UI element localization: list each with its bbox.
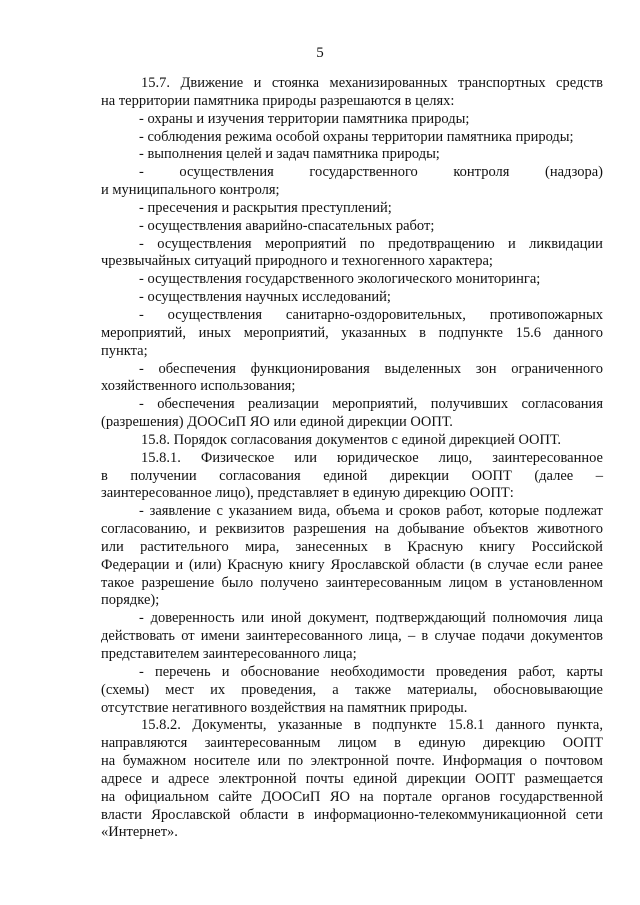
word: лицо,	[438, 449, 473, 466]
word: действовать	[101, 628, 176, 645]
word: Документы,	[192, 717, 267, 734]
word: мира,	[245, 538, 280, 555]
word: сроков	[399, 503, 441, 520]
text-line: - охраны и изучения территории памятника природы;	[139, 110, 470, 127]
text-line	[101, 664, 603, 682]
word: подтверждающий	[375, 610, 486, 627]
word: обеспечения	[157, 396, 235, 413]
text-line: - осуществления государственного экологического мониторинга;	[139, 271, 541, 288]
text-line	[101, 503, 603, 521]
word: органов	[441, 788, 491, 805]
text-line	[101, 628, 603, 646]
text-line	[101, 771, 603, 789]
word: сайте	[218, 788, 252, 805]
word: реквизитов	[215, 521, 285, 538]
word: получено	[260, 574, 319, 591]
word: в	[297, 806, 305, 823]
text-line: - осуществления научных исследований;	[139, 289, 391, 306]
word: а	[332, 681, 339, 698]
word: почтовом	[544, 753, 603, 770]
word: или	[294, 449, 318, 466]
word: было	[221, 574, 254, 591]
word: работ,	[446, 503, 484, 520]
text-line: - пресечения и раскрытия преступлений;	[139, 199, 392, 216]
word: данного	[553, 324, 603, 341]
word: указанных	[341, 324, 407, 341]
text-line: - выполнения целей и задач памятника природы;	[139, 146, 440, 163]
word: получивших	[430, 396, 509, 413]
word: ООПТ	[471, 467, 512, 484]
text-line	[101, 575, 603, 593]
word: подпункте	[372, 717, 437, 734]
text-line	[101, 468, 603, 486]
word: в	[101, 467, 108, 484]
word: случае	[487, 556, 529, 573]
word: юридическое	[337, 449, 419, 466]
word: проведения,	[241, 681, 317, 698]
word: носителе	[193, 753, 250, 770]
word: механизированных	[329, 75, 448, 91]
word: на	[101, 788, 116, 805]
word: согласования	[219, 467, 301, 484]
word: единой	[353, 770, 398, 787]
word: в	[394, 735, 401, 752]
text-line	[101, 789, 603, 807]
word: контроля	[453, 164, 510, 181]
word: 15.6	[515, 324, 541, 341]
word: предотвращению	[388, 235, 495, 252]
text-line	[101, 521, 603, 539]
word: выделенных	[384, 360, 462, 377]
word: -	[139, 396, 144, 413]
word: ранее	[568, 556, 603, 573]
word: обоснование	[240, 663, 320, 680]
word: (или)	[189, 556, 222, 573]
word: заинтересованным	[325, 574, 442, 591]
word: ДООСиП	[261, 788, 321, 805]
word: заявление	[149, 503, 211, 520]
word: государственного	[309, 164, 418, 181]
text-line: - осуществления аварийно-спасательных работ;	[139, 217, 435, 234]
word: санитарно-оздоровительных,	[285, 306, 466, 323]
word: адресе	[168, 770, 210, 787]
word: единой	[323, 467, 368, 484]
word: транспортных	[458, 75, 546, 91]
word: вида,	[298, 503, 331, 520]
text-line	[101, 236, 603, 254]
word: -	[139, 360, 144, 377]
word: в	[495, 574, 502, 591]
text-line: представителем заинтересованного лица;	[101, 646, 357, 662]
word: материалы,	[407, 681, 478, 698]
word: и	[253, 75, 262, 91]
word: функционирования	[250, 360, 370, 377]
word: адресе	[101, 770, 142, 787]
word: размещается	[524, 770, 603, 787]
word: с	[216, 503, 223, 520]
word: -	[139, 503, 144, 520]
word: –	[595, 467, 603, 484]
word: получении	[130, 467, 197, 484]
word: по	[288, 753, 304, 770]
word: или	[257, 753, 281, 770]
word: в	[353, 717, 361, 734]
text-line	[101, 753, 603, 771]
word: ООПТ	[474, 770, 516, 787]
word: 15.7.	[141, 75, 170, 91]
word: объектов	[473, 521, 529, 538]
word: пункта,	[556, 717, 603, 734]
text-line	[101, 75, 603, 93]
text-line	[101, 807, 603, 825]
text-line	[101, 396, 603, 414]
word: такое	[101, 574, 135, 591]
word: реализации	[248, 396, 319, 413]
word: занесенных	[295, 538, 368, 555]
word: осуществления	[167, 306, 263, 323]
word: направляются	[101, 735, 188, 752]
word: Физическое	[200, 449, 275, 466]
text-line: 15.8. Порядок согласования документов с единой дирекцией ООПТ.	[141, 431, 561, 448]
word: указанием	[228, 503, 293, 520]
word: растительного	[140, 538, 229, 555]
word: единую	[418, 735, 466, 752]
word: подачи	[481, 628, 525, 645]
word: -	[139, 164, 144, 181]
word: мероприятий	[264, 235, 347, 252]
word: мероприятий,	[101, 324, 187, 341]
word: полномочия	[492, 610, 568, 627]
word: Информация	[442, 753, 523, 770]
word: официальном	[124, 788, 209, 805]
word: осуществления	[179, 164, 274, 181]
word: -	[139, 235, 144, 252]
word: согласованию,	[101, 521, 191, 538]
word: лицом	[448, 574, 488, 591]
word: которые	[488, 503, 540, 520]
word: заинтересованным	[204, 735, 321, 752]
word: если	[534, 556, 563, 573]
word: Красную	[227, 556, 283, 573]
word: данного	[495, 717, 546, 734]
word: зон	[475, 360, 497, 377]
word: разрешение	[141, 574, 215, 591]
word: установленном	[509, 574, 603, 591]
text-line: чрезвычайных ситуаций природного и техногенного характера;	[101, 253, 493, 270]
text-line	[101, 164, 603, 182]
word: ООПТ	[562, 735, 603, 752]
word: лица	[573, 610, 603, 627]
text-line	[101, 557, 603, 575]
word: -	[139, 306, 144, 323]
word: электронной	[310, 753, 389, 770]
word: иных	[198, 324, 232, 341]
word: заинтересованное	[492, 449, 603, 466]
word: -	[139, 610, 144, 627]
word: о	[529, 753, 538, 770]
text-line: на территории памятника природы разрешаются в целях:	[101, 92, 455, 109]
word: государственной	[499, 788, 603, 805]
word: работ,	[518, 663, 556, 680]
word: портале	[383, 788, 432, 805]
word: животного	[537, 521, 603, 538]
word: области	[239, 806, 289, 823]
word: согласования	[521, 396, 603, 413]
word: ограниченного	[511, 360, 603, 377]
word: (далее	[534, 467, 574, 484]
text-line: заинтересованное лицо), представляет в единую дирекцию ООПТ:	[101, 485, 514, 502]
word: карты	[566, 663, 603, 680]
word: Российской	[531, 538, 603, 555]
word: (схемы)	[101, 681, 150, 698]
word: на	[374, 521, 390, 538]
word: имени	[200, 628, 240, 645]
page-number: 5	[316, 45, 324, 61]
word: дирекцию	[483, 735, 546, 752]
word: на	[101, 753, 116, 770]
word: обеспечения	[158, 360, 236, 377]
word: мероприятий,	[332, 396, 418, 413]
word: их	[210, 681, 226, 698]
word: и	[199, 521, 207, 538]
word: указанные	[278, 717, 343, 734]
word: области	[415, 556, 465, 573]
word: на	[359, 788, 374, 805]
word: случае	[434, 628, 476, 645]
word: мест	[165, 681, 195, 698]
word: (надзора)	[544, 164, 603, 181]
word: иной	[270, 610, 302, 627]
text-line	[101, 610, 603, 628]
word: Движение	[180, 75, 244, 91]
word: также	[354, 681, 392, 698]
word: власти	[101, 806, 142, 823]
text-line: пункта;	[101, 342, 148, 359]
word: информационно-телекоммуникационной	[313, 806, 567, 823]
text-line	[101, 717, 603, 735]
word: в	[384, 538, 392, 555]
word: и	[175, 556, 184, 573]
word: почты	[305, 770, 344, 787]
word: стоянка	[271, 75, 320, 91]
text-line	[101, 735, 603, 753]
word: ликвидации	[529, 235, 603, 252]
word: и	[221, 663, 230, 680]
text-line	[101, 450, 603, 468]
word: мероприятий,	[243, 324, 329, 341]
word: подпункте	[438, 324, 503, 341]
word: по	[359, 235, 375, 252]
word: подлежат	[544, 503, 603, 520]
word: средств	[556, 75, 603, 91]
word: -	[139, 663, 144, 680]
text-line	[101, 682, 603, 700]
word: дирекции	[389, 467, 450, 484]
text-line	[101, 361, 603, 379]
word: необходимости	[330, 663, 425, 680]
word: добывание	[397, 521, 465, 538]
word: Ярославской	[151, 806, 231, 823]
word: разрешения	[293, 521, 367, 538]
word: книгу	[288, 556, 325, 573]
text-line: «Интернет».	[101, 824, 178, 841]
word: документ,	[308, 610, 369, 627]
word: –	[407, 628, 416, 645]
word: 15.8.1	[448, 717, 485, 734]
word: заинтересованного	[245, 628, 363, 645]
word: лицом	[337, 735, 377, 752]
word: противопожарных	[489, 306, 603, 323]
text-line: отсутствие негативного воздействия на памятник природы.	[101, 699, 468, 716]
text-line: порядке);	[101, 592, 160, 609]
text-line: - соблюдения режима особой охраны территории памятника природы;	[139, 128, 574, 145]
text-line	[101, 325, 603, 343]
word: проведения	[435, 663, 508, 680]
word: лица,	[368, 628, 402, 645]
word: сети	[575, 806, 603, 823]
text-line: и муниципального контроля;	[101, 182, 280, 199]
text-line	[101, 307, 603, 325]
word: объема	[336, 503, 380, 520]
word: 15.8.2.	[141, 717, 181, 734]
word: или	[241, 610, 265, 627]
word: документов	[530, 628, 603, 645]
word: бумажном	[122, 753, 187, 770]
word: почте.	[396, 753, 435, 770]
word: (в	[469, 556, 482, 573]
word: ЯО	[329, 788, 350, 805]
word: перечень	[154, 663, 211, 680]
word: доверенность	[150, 610, 235, 627]
word: в	[419, 324, 427, 341]
word: осуществления	[157, 235, 252, 252]
word: Федерации	[101, 556, 170, 573]
word: дирекции	[406, 770, 466, 787]
word: Красную	[407, 538, 464, 555]
word: от	[181, 628, 195, 645]
word: или	[101, 538, 124, 555]
text-line: хозяйственного использования;	[101, 378, 296, 395]
word: книгу	[479, 538, 516, 555]
word: и	[385, 503, 394, 520]
text-line	[101, 539, 603, 557]
word: в	[421, 628, 429, 645]
document-body	[101, 75, 603, 842]
word: обосновывающие	[493, 681, 603, 698]
word: и	[151, 770, 159, 787]
word: и	[508, 235, 516, 252]
word: 15.8.1.	[141, 449, 181, 466]
word: электронной	[218, 770, 297, 787]
word: Ярославской	[330, 556, 410, 573]
text-line: (разрешения) ДООСиП ЯО или единой дирекции ООПТ.	[101, 414, 453, 431]
